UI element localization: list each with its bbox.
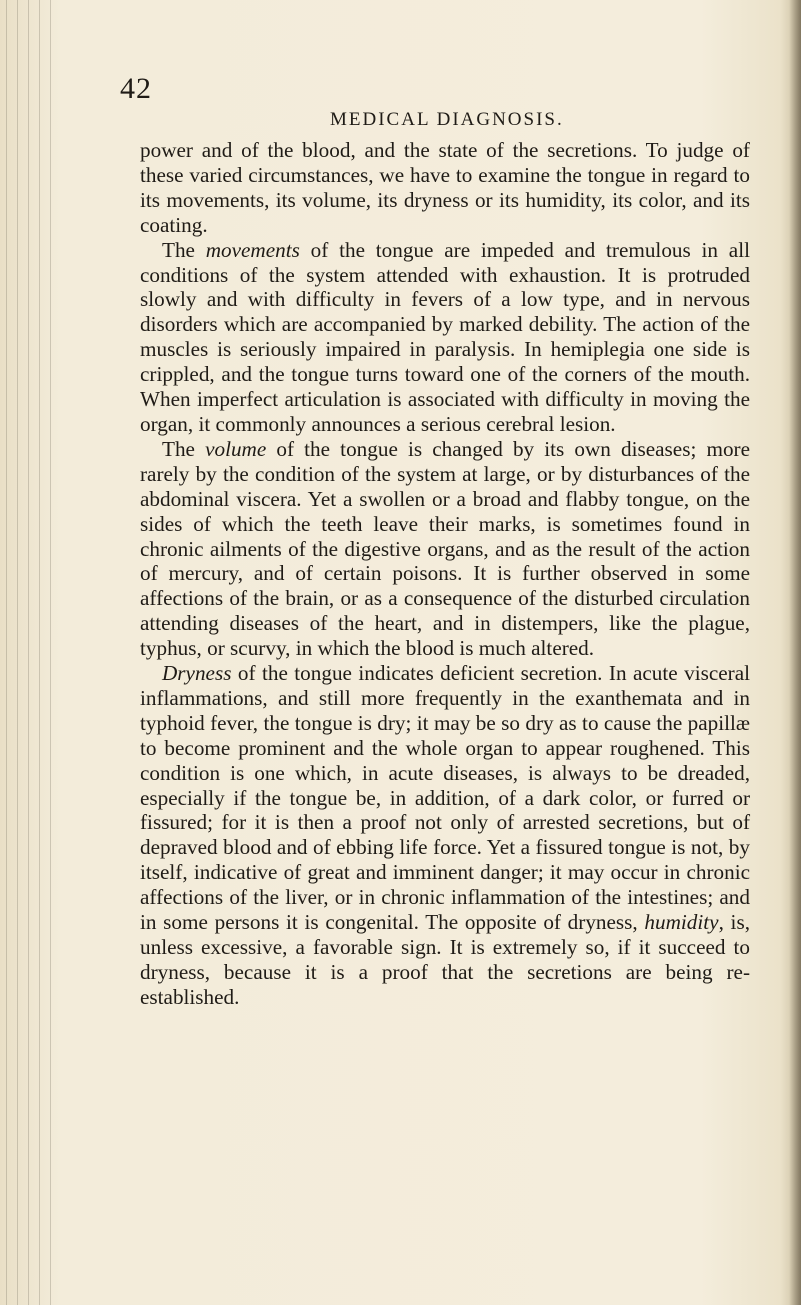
paragraph-text: power and of the blood, and the state of the secretions. To judge of these varied circumstances, we have to examine the tongue in regard to its movements, its volume, its dryness or its humidity, its color, and its coating. [140,138,750,237]
paragraph-text: of the tongue are impeded and tremulous in all conditions of the system attended with exhaustion. It is protruded slowly and with difficulty in fevers of a low type, and in nervous disorders which are accompanied by marked debility. The action of the muscles is seriously impaired in paralysis. In hemiplegia one side is crippled, and the tongue turns toward one of the corners of the mouth. When imperfect articulation is associated with difficulty in moving the organ, it commonly announces a serious cerebral lesion. [140,237,750,436]
paragraph-term-secondary: humidity [644,910,719,935]
page-number: 42 [120,72,152,105]
paragraph-lead: The [162,237,206,262]
paragraph-movements [140,238,750,437]
body-text [140,138,750,1010]
paragraph-text-secondary: , is, unless excessive, a favorable sign. It is extremely so, if it succeed to dryness, because it is a proof that the secretions are being re-established. [140,910,750,1009]
paragraph-term: Dryness [162,661,232,686]
paragraph-dryness [140,661,750,1010]
binding-edge [0,0,58,1305]
running-head: MEDICAL DIAGNOSIS. [330,109,564,130]
paragraph-term: volume [205,436,267,461]
page-edge-shadow [789,0,801,1305]
paragraph-text: of the tongue indicates deficient secretion. In acute visceral inflammations, and still more frequently in the exanthemata and in typhoid fever, the tongue is dry; it may be so dry as to cause the papillæ to become prominent and the whole organ to appear roughened. This condition is one which, in acute diseases, is always to be dreaded, especially if the tongue be, in addition, of a dark color, or furred or fissured; for it is then a proof not only of arrested secretions, but of depraved blood and of ebbing life force. Yet a fissured tongue is not, by itself, indicative of great and imminent danger; it may occur in chronic affections of the liver, or in chronic inflammation of the intestines; and in some persons it is congenital. The opposite of dryness, [140,661,750,935]
paragraph-lead: The [162,436,206,461]
paragraph-continuation [140,138,750,238]
paragraph-text: of the tongue is changed by its own diseases; more rarely by the condition of the system at large, or by disturbances of the abdominal viscera. Yet a swollen or a broad and flabby tongue, on the sides of which the teeth leave their marks, is sometimes found in chronic ailments of the digestive organs, and as the result of the action of mercury, and of certain poisons. It is further observed in some affections of the brain, or as a consequence of the disturbed circulation attending diseases of the heart, and in distempers, like the plague, typhus, or scurvy, in which the blood is much altered. [140,436,750,661]
paragraph-volume [140,437,750,661]
paragraph-term: movements [205,237,300,262]
